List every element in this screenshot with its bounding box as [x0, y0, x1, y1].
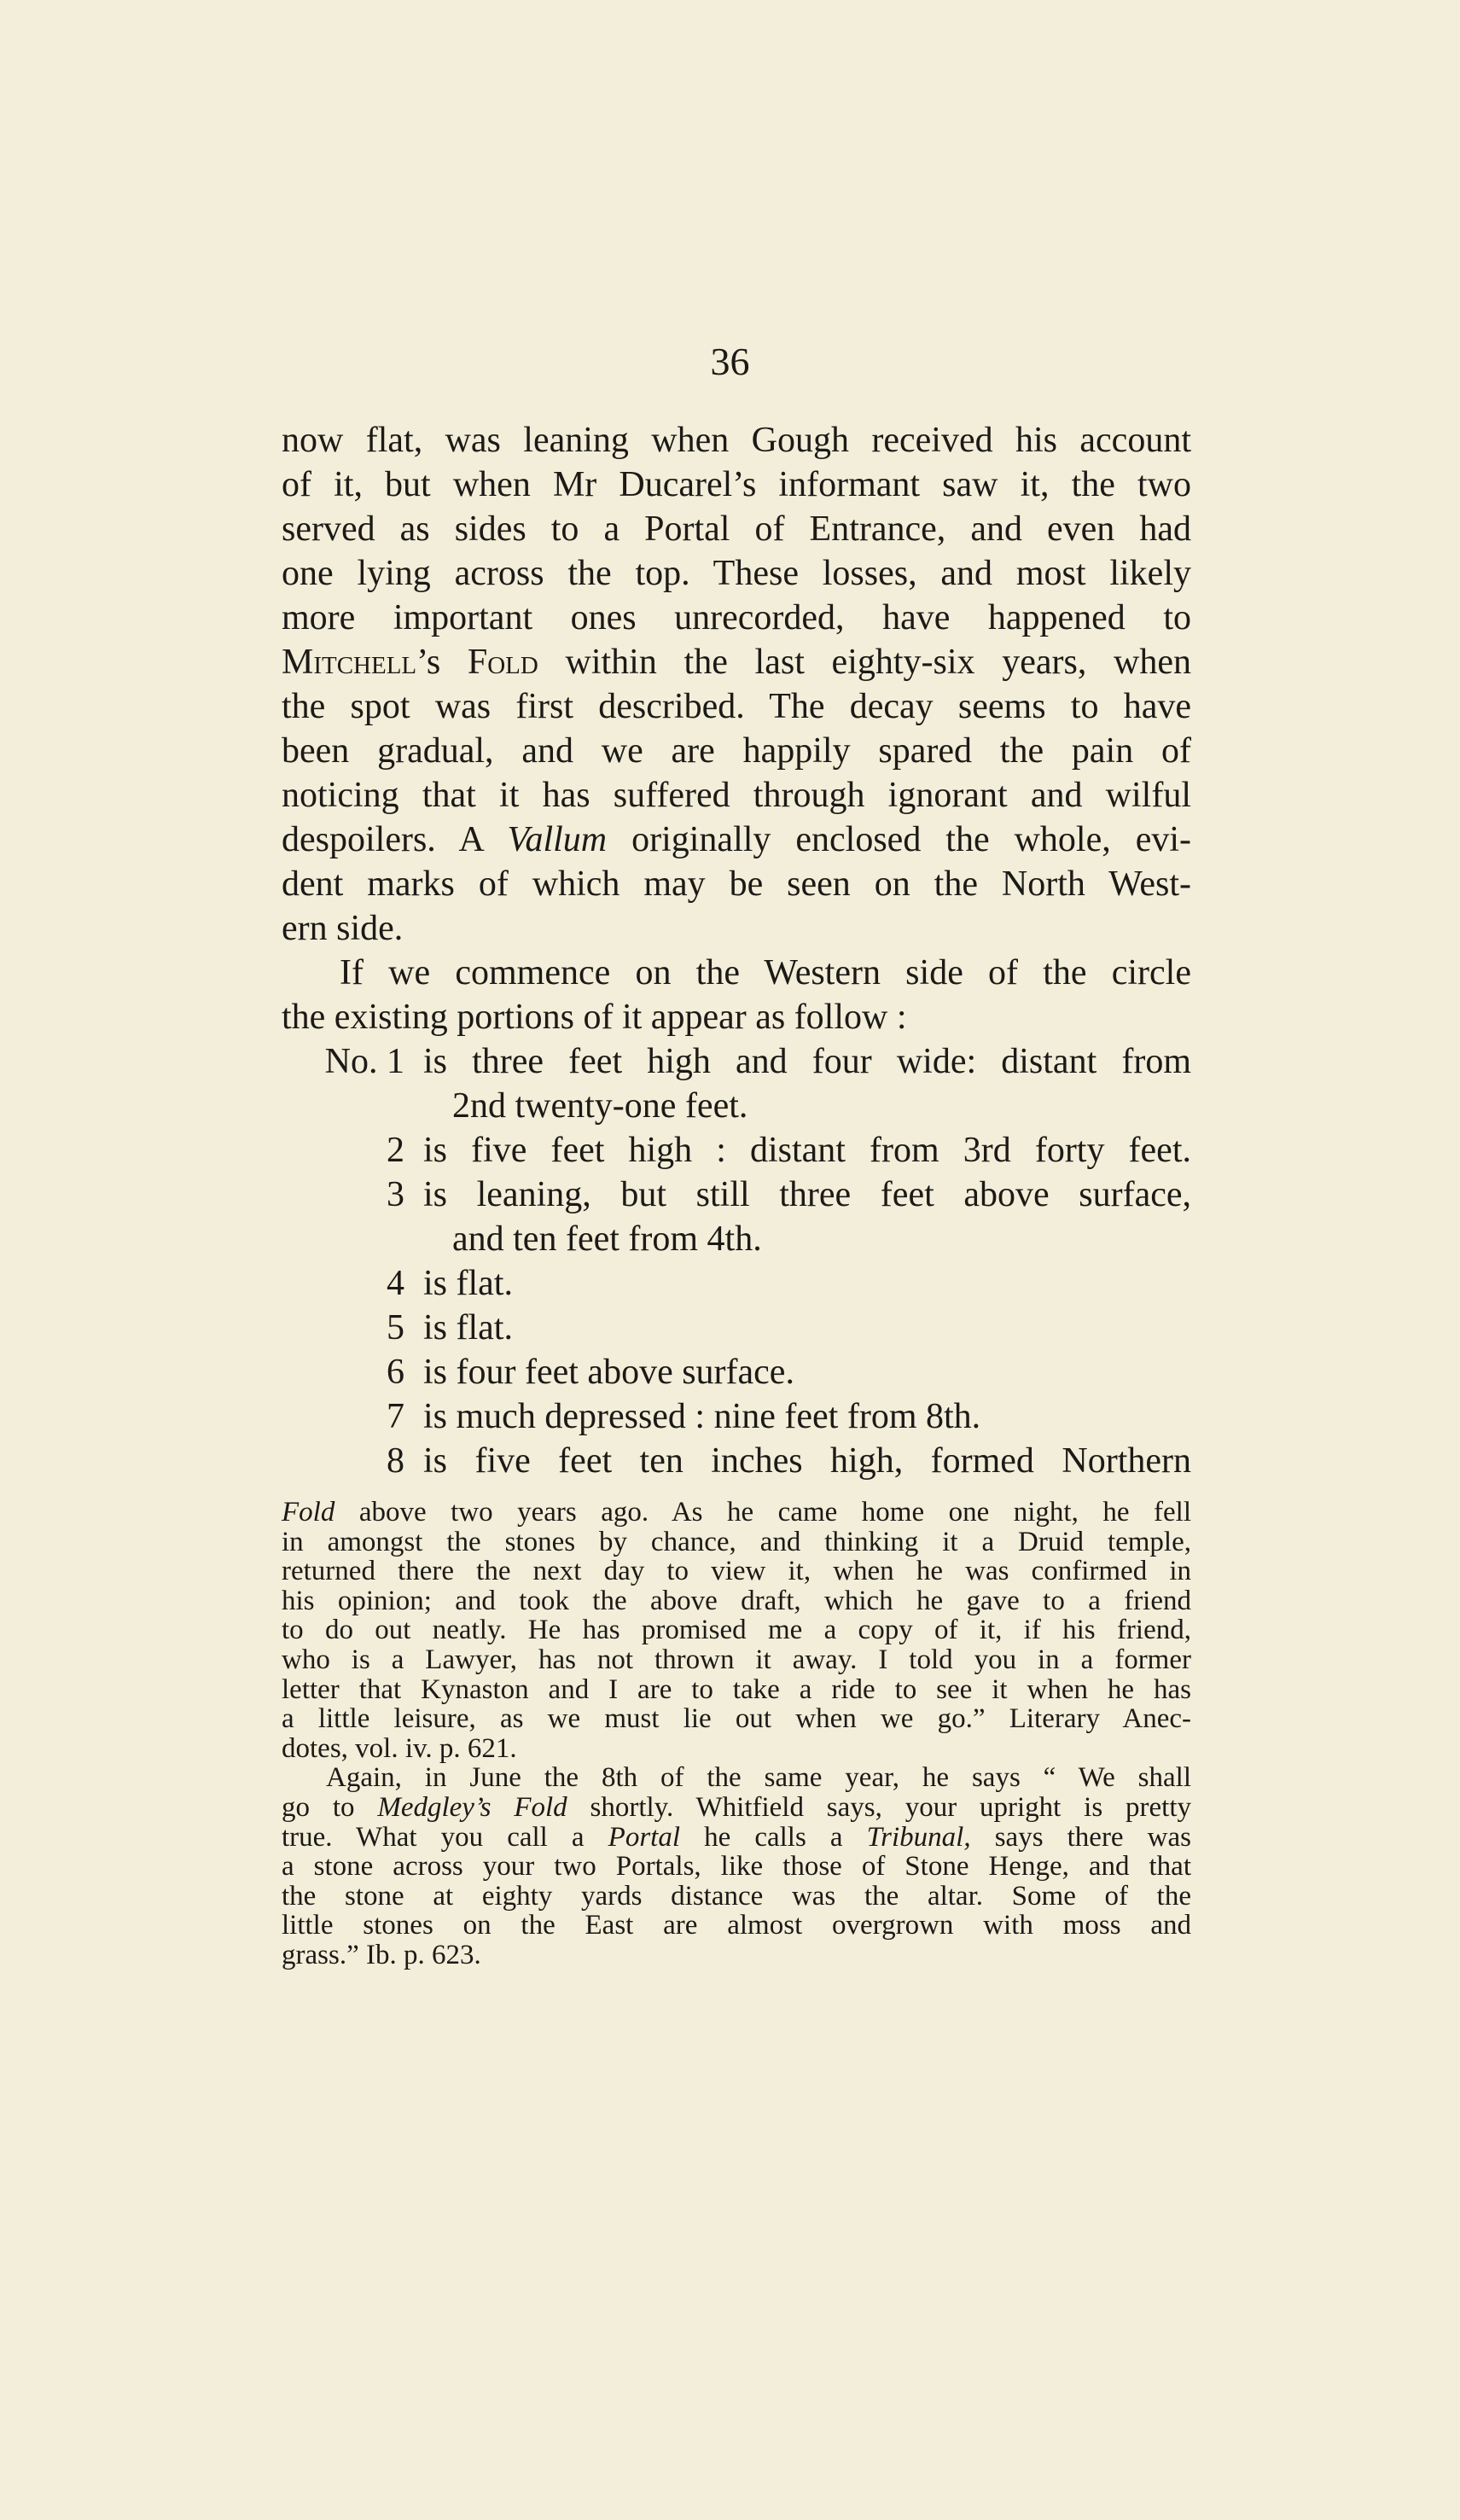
italic-medgleys-fold: Medgley’s Fold — [377, 1791, 567, 1823]
italic-fold: Fold — [282, 1497, 335, 1528]
text-line: dent marks of which may be seen on the North West- — [282, 864, 1191, 904]
stone-item — [282, 1306, 1191, 1350]
footnote-line: a little leisure, as we must lie out when we go.” Literary Anec- — [282, 1703, 1191, 1735]
text-line: of it, but when Mr Ducarel’s informant saw it, the two — [282, 465, 1191, 504]
text-line: the existing portions of it appear as follow : — [282, 998, 907, 1037]
name-mitchell: Mitchell — [282, 643, 417, 682]
stone-description-cont: and ten feet from 4th. — [452, 1219, 762, 1259]
text-line: ern side. — [282, 909, 404, 948]
stone-number: 2 — [387, 1131, 404, 1170]
italic-tribunal: Tribunal, — [866, 1821, 971, 1853]
footnote-line: grass.” Ib. p. 623. — [282, 1939, 481, 1970]
stone-number: 5 — [387, 1308, 404, 1347]
text-line: been gradual, and we are happily spared the pain of — [282, 731, 1191, 771]
stone-item — [282, 1128, 1191, 1173]
stone-number: 8 — [387, 1441, 404, 1481]
stone-item — [282, 1350, 1191, 1394]
text-line: now flat, was leaning when Gough received his account — [282, 421, 1191, 460]
stone-description: is flat. — [423, 1264, 513, 1303]
footnote-line: in amongst the stones by chance, and thinking it a Druid temple, — [282, 1526, 1191, 1557]
footnote-line: dotes, vol. iv. p. 621. — [282, 1732, 517, 1764]
italic-vallum: Vallum — [507, 820, 608, 859]
name-fold: Fold — [467, 643, 538, 682]
stone-description: is leaning, but still three feet above surface, — [423, 1175, 1191, 1214]
stone-number: 4 — [387, 1264, 404, 1303]
footnote-line: true. What you call a Portal he calls a Tribunal, says there was — [282, 1821, 1191, 1853]
stone-item — [282, 1261, 1191, 1306]
stone-description: is flat. — [423, 1308, 513, 1347]
stone-description: is five feet ten inches high, formed Northern — [423, 1441, 1191, 1481]
text-line: Mitchell’s Fold within the last eighty-six years, when — [282, 643, 1191, 682]
stone-item — [282, 1173, 1191, 1217]
footnote-line: little stones on the East are almost overgrown with moss and — [282, 1910, 1191, 1941]
footnote-line: go to Medgley’s Fold shortly. Whitfield says, your upright is pretty — [282, 1791, 1191, 1823]
text-line: If we commence on the Western side of the circle — [340, 953, 1191, 992]
footnote-line: letter that Kynaston and I are to take a ride to see it when he has — [282, 1673, 1191, 1705]
footnote — [282, 1498, 1191, 1970]
text-line: despoilers. A Vallum originally enclosed the whole, evi- — [282, 820, 1191, 859]
text-line: more important ones unrecorded, have happened to — [282, 598, 1191, 637]
italic-portal: Portal — [608, 1821, 680, 1853]
page-number: 36 — [710, 340, 750, 383]
stone-number: 6 — [387, 1353, 404, 1392]
footnote-line: the stone at eighty yards distance was the altar. Some of the — [282, 1880, 1191, 1912]
main-text — [282, 418, 1191, 1483]
stone-description: is three feet high and four wide: distant from — [423, 1042, 1191, 1081]
text-line: the spot was first described. The decay seems to have — [282, 687, 1191, 726]
stone-description: is five feet high : distant from 3rd forty feet. — [423, 1131, 1191, 1170]
footnote-line: a stone across your two Portals, like those of Stone Henge, and that — [282, 1851, 1191, 1883]
stone-description-cont: 2nd twenty-one feet. — [452, 1086, 748, 1126]
stone-item — [282, 1394, 1191, 1439]
text-line: one lying across the top. These losses, and most likely — [282, 554, 1191, 593]
stone-item — [282, 1439, 1191, 1483]
stone-description: is much depressed : nine feet from 8th. — [423, 1397, 981, 1436]
footnote-line: to do out neatly. He has promised me a copy of it, if his friend, — [282, 1615, 1191, 1646]
footnote-line: who is a Lawyer, has not thrown it away. I told you in a former — [282, 1644, 1191, 1675]
stone-number: 3 — [387, 1175, 404, 1214]
footnote-line: returned there the next day to view it, when he was confirmed in — [282, 1556, 1191, 1587]
footnote-line: his opinion; and took the above draft, which he gave to a friend — [282, 1585, 1191, 1616]
footnote-line: Fold above two years ago. As he came home one night, he fell — [282, 1497, 1191, 1528]
stone-number: 7 — [387, 1397, 404, 1436]
stone-item — [282, 1039, 1191, 1084]
footnote-line: Again, in June the 8th of the same year, he says “ We shall — [326, 1762, 1191, 1794]
text-line: served as sides to a Portal of Entrance, and even had — [282, 509, 1191, 549]
stone-description: is four feet above surface. — [423, 1353, 794, 1392]
text-line: noticing that it has suffered through ignorant and wilful — [282, 776, 1191, 815]
stone-number: No. 1 — [324, 1042, 404, 1081]
